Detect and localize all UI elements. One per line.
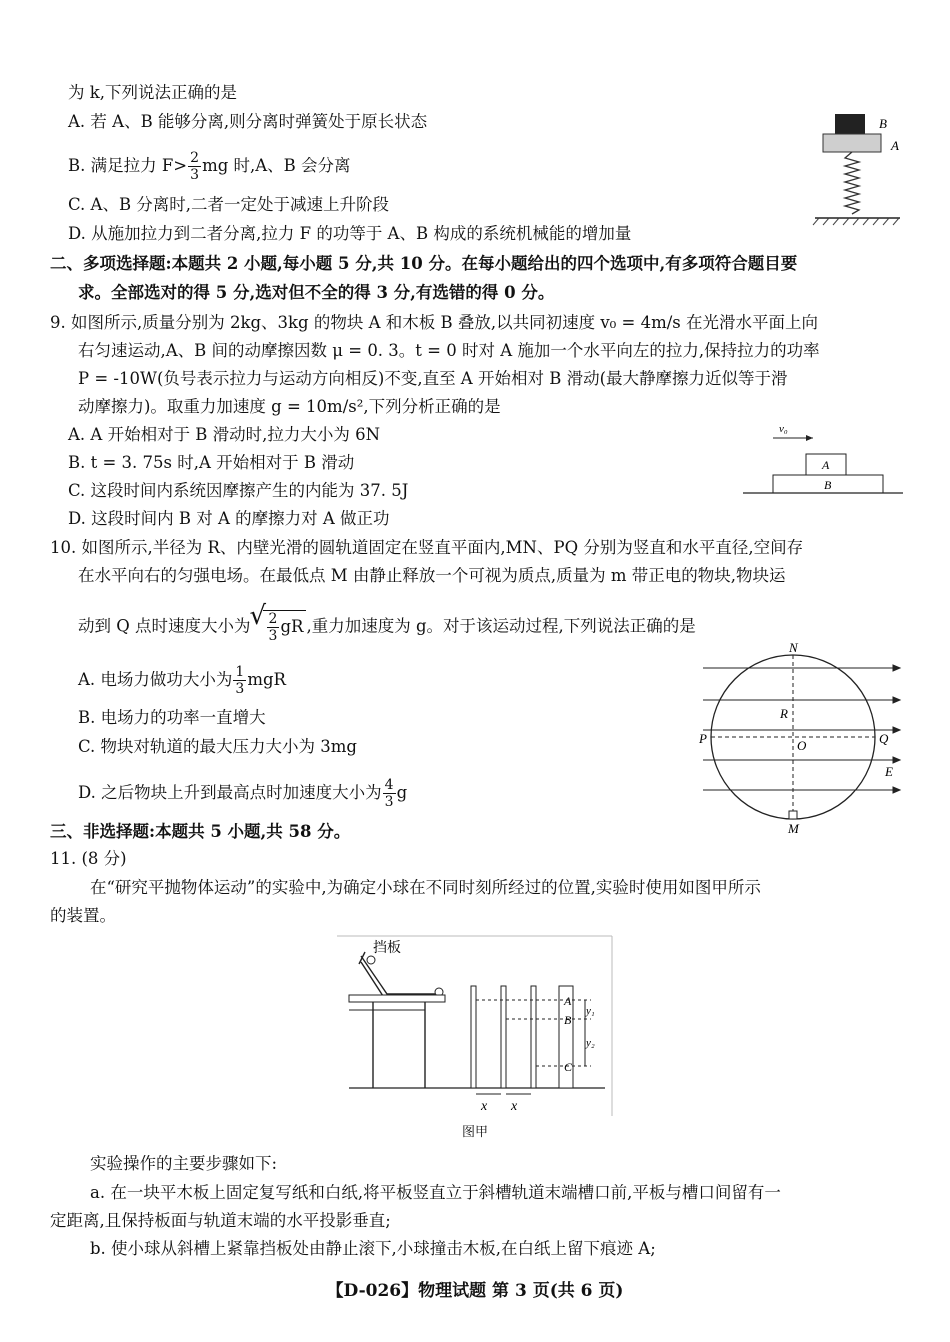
page-footer: 【D-026】物理试题 第 3 页(共 6 页) xyxy=(326,1281,624,1301)
table-top xyxy=(349,995,445,1002)
q10-option-d: D. 之后物块上升到最高点时加速度大小为 $\frac{4}{3}$ g xyxy=(78,777,408,810)
q9-option-d: D. 这段时间内 B 对 A 的摩擦力对 A 做正功 xyxy=(68,509,390,528)
q8-option-b: B. 满足拉力 F> $\frac{2}{3}$ mg 时,A、B 会分离 xyxy=(68,150,351,183)
q11-step-a-line1: a. 在一块平木板上固定复写纸和白纸,将平板竖直立于斜槽轨道末端槽口前,平板与槽口间留有一 xyxy=(90,1183,781,1202)
q11-para-line2: 的装置。 xyxy=(50,906,116,925)
q9-stem-line1: 9. 如图所示,质量分别为 2kg、3kg 的物块 A 和木板 B 叠放,以共同初速度 v₀ = 4m/s 在光滑水平面上向 xyxy=(50,313,819,332)
label-x2: x xyxy=(511,1099,518,1114)
q9-stem-line3: P = -10W(负号表示拉力与运动方向相反)不变,直至 A 开始相对 B 滑动(最大静摩擦力近似等于滑 xyxy=(78,369,788,388)
label-x1: x xyxy=(481,1099,488,1114)
label-y2: y₂ xyxy=(586,1037,595,1049)
mark-c: C xyxy=(564,1060,573,1074)
mark-b: B xyxy=(564,1013,572,1027)
label-a: A xyxy=(891,138,899,153)
mark-a: A xyxy=(564,994,572,1008)
sqrt-expression: √ $\frac{2}{3}$ gR xyxy=(263,610,307,644)
label-o: O xyxy=(797,738,807,753)
q8-option-d: D. 从施加拉力到二者分离,拉力 F 的功等于 A、B 构成的系统机械能的增加量 xyxy=(68,224,632,243)
q11-steps-intro: 实验操作的主要步骤如下: xyxy=(90,1154,278,1173)
q9-block-board-figure xyxy=(738,420,908,500)
block-a xyxy=(823,134,881,152)
q11-figure-jia xyxy=(335,934,615,1119)
figure-caption: 图甲 xyxy=(462,1125,489,1140)
label-p: P xyxy=(699,731,707,746)
q11-heading: 11. (8 分) xyxy=(50,849,127,868)
fraction: $\frac{2}{3}$ xyxy=(190,150,200,183)
q9-option-c: C. 这段时间内系统因摩擦产生的内能为 37. 5J xyxy=(68,481,409,500)
q8-option-c: C. A、B 分离时,二者一定处于减速上升阶段 xyxy=(68,195,390,214)
q11-step-b: b. 使小球从斜槽上紧靠挡板处由静止滚下,小球撞击木板,在白纸上留下痕迹 A; xyxy=(90,1239,656,1258)
block-m xyxy=(789,811,797,819)
field-lines xyxy=(703,665,900,793)
board-position-1 xyxy=(471,986,476,1088)
q11-para-line1: 在“研究平抛物体运动”的实验中,为确定小球在不同时刻所经过的位置,实验时使用如图甲所示 xyxy=(90,878,761,897)
q8-option-a: A. 若 A、B 能够分离,则分离时弹簧处于原长状态 xyxy=(68,112,428,131)
q9-option-a: A. A 开始相对于 B 滑动时,拉力大小为 6N xyxy=(68,425,381,444)
section-3-heading: 三、非选择题:本题共 5 小题,共 58 分。 xyxy=(50,822,351,841)
q10-option-b: B. 电场力的功率一直增大 xyxy=(78,708,266,727)
section-2-heading-cont: 求。全部选对的得 5 分,选对但不全的得 3 分,有选错的得 0 分。 xyxy=(78,283,555,302)
q10-stem-line2: 在水平向右的匀强电场。在最低点 M 由静止释放一个可视为质点,质量为 m 带正电的物块,物块运 xyxy=(78,566,786,585)
label-y1: y₁ xyxy=(586,1005,595,1017)
q9-stem-line2: 右匀速运动,A、B 间的动摩擦因数 μ = 0. 3。t = 0 时对 A 施加一个水平向左的拉力,保持拉力的功率 xyxy=(78,341,820,360)
label-e: E xyxy=(885,764,893,779)
q8-stem-tail: 为 k,下列说法正确的是 xyxy=(68,83,237,102)
section-2-heading: 二、多项选择题:本题共 2 小题,每小题 5 分,共 10 分。在每小题给出的四个选项中,有多项符合题目要 xyxy=(50,254,798,273)
label-baffle: 挡板 xyxy=(373,941,401,956)
q9-stem-line4: 动摩擦力)。取重力加速度 g = 10m/s²,下列分析正确的是 xyxy=(78,397,501,416)
label-a: A xyxy=(822,458,830,472)
label-n: N xyxy=(789,640,798,655)
label-m: M xyxy=(788,821,799,836)
block-b xyxy=(835,114,865,134)
q10-option-a: A. 电场力做功大小为 $\frac{1}{3}$ mgR xyxy=(78,664,286,697)
q9-option-b: B. t = 3. 75s 时,A 开始相对于 B 滑动 xyxy=(68,453,355,472)
label-q: Q xyxy=(879,731,889,746)
label-b: B xyxy=(879,116,887,131)
q11-step-a-line2: 定距离,且保持板面与轨道末端的水平投影垂直; xyxy=(50,1211,391,1230)
board-position-3 xyxy=(531,986,536,1088)
label-b: B xyxy=(824,478,832,492)
q10-stem-line1: 10. 如图所示,半径为 R、内壁光滑的圆轨道固定在竖直平面内,MN、PQ 分别为竖直和水平直径,空间存 xyxy=(50,538,804,557)
q8-spring-figure xyxy=(805,108,915,233)
q10-stem-line3: 动到 Q 点时速度大小为 √ $\frac{2}{3}$ gR ,重力加速度为 g。对于该运动过程,下列说法正确的是 xyxy=(78,610,696,644)
label-v0: v₀ xyxy=(779,423,788,435)
board-position-2 xyxy=(501,986,506,1088)
label-r: R xyxy=(780,706,788,721)
q10-circle-field-figure xyxy=(695,640,910,840)
spring xyxy=(845,152,859,214)
q10-option-c: C. 物块对轨道的最大压力大小为 3mg xyxy=(78,737,357,756)
